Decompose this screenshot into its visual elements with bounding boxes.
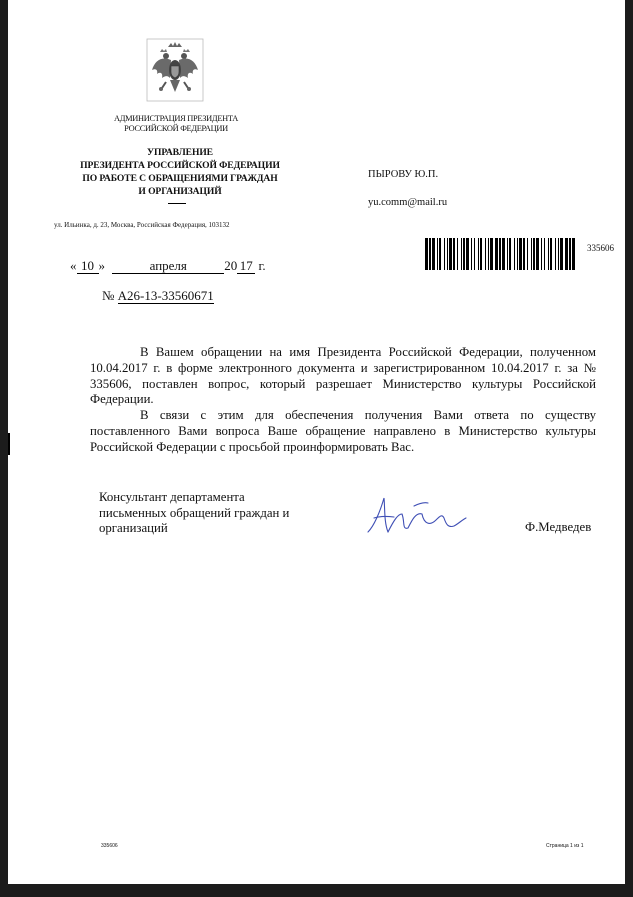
recipient-email: yu.comm@mail.ru bbox=[368, 197, 448, 208]
date-year-suffix: 17 bbox=[237, 259, 255, 274]
barcode-bar bbox=[453, 238, 455, 270]
barcode-bar bbox=[457, 238, 458, 270]
barcode-bar bbox=[527, 238, 528, 270]
letter-date bbox=[70, 258, 266, 274]
barcode-bar bbox=[558, 238, 559, 270]
org-administration-title bbox=[96, 114, 256, 134]
signatory-title-line: организаций bbox=[99, 521, 168, 535]
barcode-bar bbox=[514, 238, 515, 270]
sender-address: ул. Ильинка, д. 23, Москва, Российская Федерация, 103132 bbox=[54, 221, 230, 229]
letter-body bbox=[90, 345, 596, 456]
barcode-bar bbox=[507, 238, 508, 270]
barcode-bar bbox=[548, 238, 549, 270]
registration-number bbox=[102, 288, 214, 304]
barcode-bar bbox=[449, 238, 452, 270]
barcode-bar bbox=[439, 238, 441, 270]
barcode-bar bbox=[485, 238, 486, 270]
barcode-bar bbox=[432, 238, 435, 270]
date-year-abbr: г. bbox=[258, 258, 266, 273]
barcode-bar bbox=[509, 238, 511, 270]
barcode-bar bbox=[429, 238, 431, 270]
signatory-title bbox=[99, 490, 319, 537]
barcode-bar bbox=[560, 238, 563, 270]
barcode-bar bbox=[531, 238, 532, 270]
body-paragraph: В связи с этим для обеспечения получения Вами ответа по существу поставленного Вами вопроса Ваше обращение направлено в Министерство культуры Российской Федерации с просьбой проинформировать Вас. bbox=[90, 408, 596, 454]
barcode-bar bbox=[502, 238, 505, 270]
barcode-bar bbox=[478, 238, 479, 270]
russian-coat-of-arms-icon bbox=[146, 38, 204, 102]
org-top-line: АДМИНИСТРАЦИЯ ПРЕЗИДЕНТА bbox=[113, 114, 239, 123]
org-main-line: ПРЕЗИДЕНТА РОССИЙСКОЙ ФЕДЕРАЦИИ bbox=[80, 160, 280, 171]
footer-page-number: Страница 1 из 1 bbox=[546, 843, 584, 849]
date-close-quote: » bbox=[98, 258, 105, 273]
barcode-icon bbox=[425, 238, 577, 270]
barcode-bar bbox=[444, 238, 445, 270]
signatory-name: Ф.Медведев bbox=[525, 520, 592, 534]
body-paragraph: В Вашем обращении на имя Президента Российской Федерации, полученном 10.04.2017 г. в форме электронного документа и зарегистрированном 10.04.2017 г. за № 335606, поставлен вопрос, который разрешает Министерство культуры Российской Федерации. bbox=[90, 345, 596, 407]
barcode-bar bbox=[488, 238, 489, 270]
barcode-bar bbox=[425, 238, 428, 270]
org-top-line: РОССИЙСКОЙ ФЕДЕРАЦИИ bbox=[124, 124, 228, 133]
barcode-bar bbox=[466, 238, 469, 270]
date-month: апреля bbox=[112, 259, 224, 274]
barcode-bar bbox=[447, 238, 448, 270]
barcode-bar bbox=[517, 238, 518, 270]
barcode-bar bbox=[495, 238, 498, 270]
scan-edge-mark bbox=[8, 433, 10, 455]
barcode-bar bbox=[544, 238, 545, 270]
barcode-bar bbox=[463, 238, 465, 270]
date-day: 10 bbox=[77, 259, 99, 274]
signatory-title-line: письменных обращений граждан и bbox=[99, 505, 290, 520]
regnum-value: А26-13-33560671 bbox=[117, 288, 214, 303]
org-title-underline bbox=[168, 203, 186, 204]
recipient-name: ПЫРОВУ Ю.П. bbox=[368, 169, 439, 180]
barcode-bar bbox=[490, 238, 493, 270]
barcode-bar bbox=[533, 238, 535, 270]
footer-document-number: 335606 bbox=[101, 843, 118, 849]
barcode-bar bbox=[555, 238, 556, 270]
barcode-bar bbox=[480, 238, 482, 270]
barcode-number: 335606 bbox=[587, 243, 614, 253]
barcode-bar bbox=[572, 238, 575, 270]
org-department-title bbox=[60, 146, 300, 198]
barcode-bar bbox=[471, 238, 472, 270]
barcode-bar bbox=[523, 238, 525, 270]
letter-page bbox=[8, 0, 625, 884]
signatory-title-line: Консультант департамента bbox=[99, 490, 245, 504]
barcode-bar bbox=[565, 238, 568, 270]
org-main-line: УПРАВЛЕНИЕ bbox=[147, 147, 213, 158]
barcode-bar bbox=[569, 238, 571, 270]
regnum-prefix: № bbox=[102, 288, 115, 303]
barcode-bar bbox=[536, 238, 539, 270]
handwritten-signature-icon bbox=[364, 492, 474, 538]
barcode-bar bbox=[437, 238, 438, 270]
barcode-bar bbox=[499, 238, 501, 270]
barcode-bar bbox=[550, 238, 552, 270]
barcode-bar bbox=[461, 238, 462, 270]
date-year-prefix: 20 bbox=[224, 258, 238, 273]
date-open-quote: « bbox=[70, 258, 77, 273]
org-main-line: ПО РАБОТЕ С ОБРАЩЕНИЯМИ ГРАЖДАН bbox=[82, 173, 278, 184]
barcode-bar bbox=[541, 238, 542, 270]
barcode-bar bbox=[474, 238, 475, 270]
barcode-bar bbox=[519, 238, 522, 270]
org-main-line: И ОРГАНИЗАЦИЙ bbox=[138, 186, 222, 197]
